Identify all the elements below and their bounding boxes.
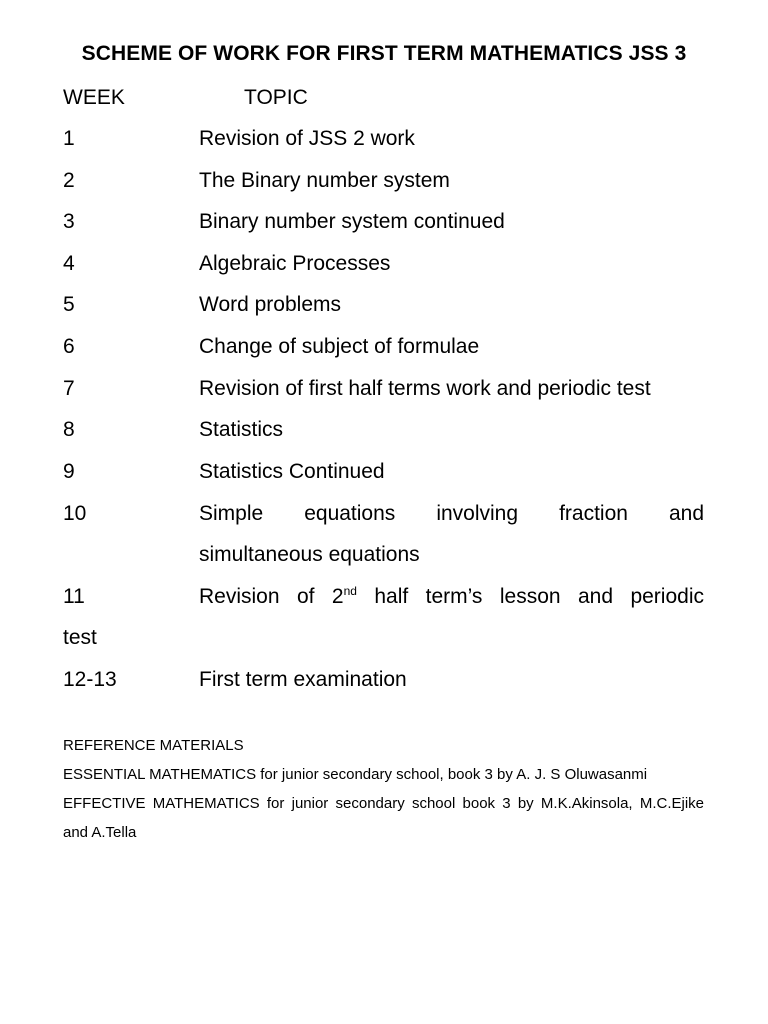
week-number: 12-13	[63, 668, 117, 691]
week-number: 8	[63, 418, 75, 441]
week-number: 6	[63, 335, 75, 358]
references-heading: REFERENCE MATERIALS	[63, 737, 244, 754]
topic-text-part: Revision of 2	[199, 585, 344, 608]
topic-text: Statistics Continued	[199, 460, 385, 483]
topic-text: Change of subject of formulae	[199, 335, 480, 358]
reference-item: EFFECTIVE MATHEMATICS for junior secondary school book 3 by M.K.Akinsola, M.C.Ejike	[63, 795, 704, 812]
topic-text: First term examination	[199, 668, 407, 691]
topic-text: Word problems	[199, 293, 341, 316]
topic-column-header: TOPIC	[244, 86, 308, 109]
topic-text: The Binary number system	[199, 169, 450, 192]
topic-text: Revision of first half terms work and periodic test	[199, 377, 651, 400]
document-title: SCHEME OF WORK FOR FIRST TERM MATHEMATICS JSS 3	[81, 42, 687, 65]
topic-text: Binary number system continued	[199, 210, 505, 233]
ordinal-suffix: nd	[343, 584, 357, 598]
week-number: 10	[63, 502, 87, 525]
topic-text-continued: test	[63, 626, 97, 649]
topic-text: Simple equations involving fraction and	[199, 502, 704, 525]
week-number: 9	[63, 460, 75, 483]
topic-text: Algebraic Processes	[199, 252, 391, 275]
topic-text-continued: simultaneous equations	[199, 543, 420, 566]
week-column-header: WEEK	[63, 86, 125, 109]
week-number: 1	[63, 127, 75, 150]
topic-text-part: half term’s lesson and periodic	[356, 585, 704, 608]
topic-text: Revision of JSS 2 work	[199, 127, 415, 150]
week-number: 4	[63, 252, 75, 275]
week-number: 2	[63, 169, 75, 192]
week-number: 11	[63, 585, 85, 608]
week-number: 5	[63, 293, 75, 316]
topic-text: Statistics	[199, 418, 284, 441]
reference-item-continued: and A.Tella	[63, 824, 137, 841]
topic-text	[199, 585, 704, 609]
reference-item: ESSENTIAL MATHEMATICS for junior secondary school, book 3 by A. J. S Oluwasanmi	[63, 766, 648, 783]
week-number: 7	[63, 377, 75, 400]
week-number: 3	[63, 210, 75, 233]
